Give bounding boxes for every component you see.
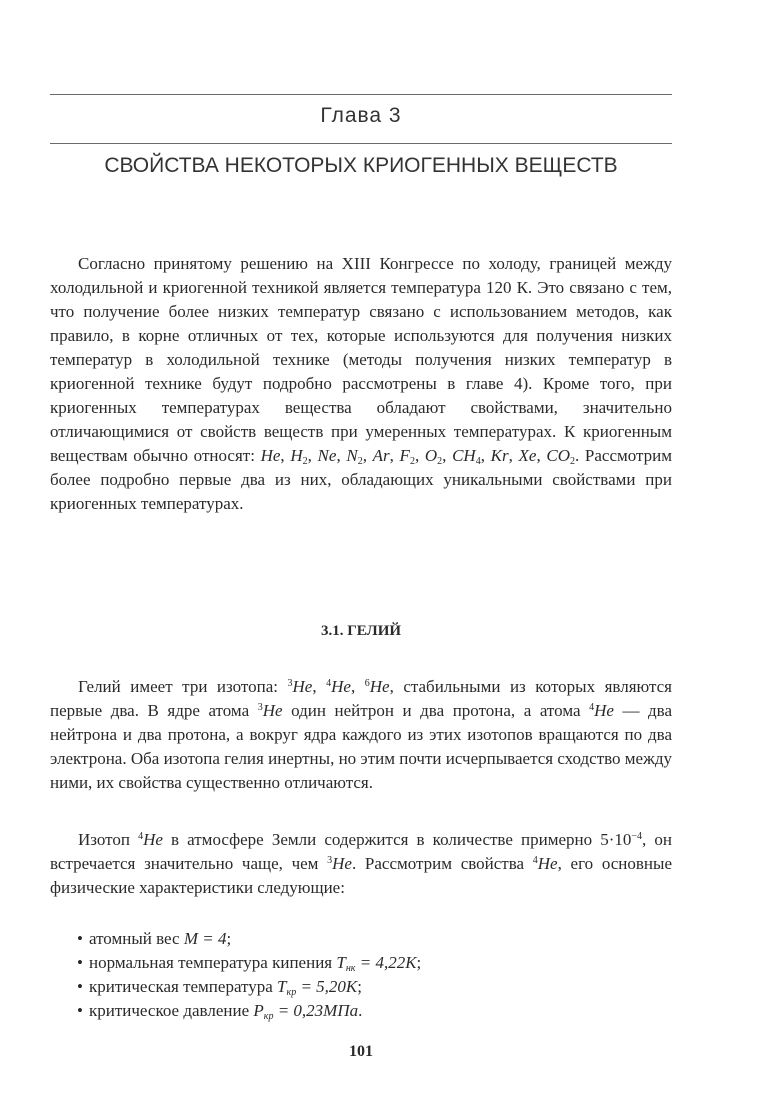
text-run: — два нейтрона и два протона, а вокруг ядра каждого из этих изотопов вращаются по два электрона. Оба изотопа гелия инертны, но этим почти исчерпывается сходство между ними, их свойства существенно отличаются.: [50, 701, 672, 792]
subscript: 2: [357, 456, 363, 467]
abundance-value: 5·10: [600, 830, 632, 849]
text-run: Гелий имеет три изотопа:: [78, 677, 288, 696]
text-run: в атмосфере Земли содержится в количестве примерно: [162, 830, 601, 849]
formula-he: He: [331, 677, 351, 696]
formula-o2: O: [424, 446, 438, 465]
intro-text: Согласно принятому решению на XIII Конгрессе по холоду, границей между холодильной и криогенной техникой является температура 120 К. Это связано с тем, что получение более низких температур связано с использованием методов, как правило, в корне отличных от тех, которые используются для получения низких температур в холодильной технике (методы получения низких температур в криогенной технике будут подробно рассмотрены в главе 4). Кроме того, при криогенных температурах вещества обладают свойствами, значительно отличающимися от свойств веществ при умеренных температурах. К криогенным веществам обычно относят:: [50, 254, 672, 465]
subscript: нк: [345, 963, 356, 974]
subscript: 2: [569, 456, 575, 467]
isotope-mass: 3: [287, 678, 293, 689]
list-item: [77, 975, 421, 999]
formula-kr: Kr: [490, 446, 509, 465]
formula-co2: CO: [546, 446, 570, 465]
subscript: кр: [286, 987, 297, 998]
list-item: [77, 999, 421, 1023]
isotope-mass: 3: [327, 855, 333, 866]
top-rule: [50, 94, 672, 95]
formula-he: He: [537, 854, 558, 873]
isotope-mass: 4: [138, 831, 144, 842]
isotope-mass: 4: [532, 855, 538, 866]
property-list: [77, 927, 421, 1023]
formula-he: He: [332, 854, 352, 873]
property-label: критическое давление: [89, 1001, 254, 1020]
text-run: , его основные физические характеристики следующие:: [50, 854, 672, 897]
formula-n2: N: [346, 446, 358, 465]
bullet: •: [77, 953, 83, 972]
formula-ar: Ar: [372, 446, 390, 465]
text-run: , он встречается значительно чаще, чем: [50, 830, 672, 873]
text-run: , стабильными из которых являются первые два. В ядре атома: [50, 677, 673, 720]
helium-paragraph-1: Гелий имеет три изотопа: $^3$He, $^4$He, $^6$He, стабильными из которых являются первые два. В ядре атома $^3$He один нейтрон и два протона, а атома $^4$He — два нейтрона и два протона, а вокруг ядра каждого из этих изотопов вращаются по два электрона. Оба изотопа гелия инертны, но этим почти исчерпывается сходство между ними, их свойства существенно отличаются.: [50, 677, 673, 792]
isotope-mass: 4: [589, 702, 595, 713]
subscript: 2: [437, 456, 443, 467]
intro-paragraph: Согласно принятому решению на XIII Конгрессе по холоду, границей между холодильной и криогенной техникой является температура 120 К. Это связано с тем, что получение более низких температур связано с использованием методов, как правило, в корне отличных от тех, которые используются для получения низких температур в холодильной технике (методы получения низких температур в криогенной технике будут подробно рассмотрены в главе 4). Кроме того, при криогенных температурах вещества обладают свойствами, значительно отличающимися от свойств веществ при умеренных температурах. К криогенным веществам обычно относят: He, $H_2$, Ne, $N_2$, Ar, $F_2$, $O_2$, $CH_4$, Kr, Xe, $CO_2$. Рассмотрим более подробно первые два из них, обладающих уникальными свойствами при криогенных температурах.: [50, 254, 673, 513]
formula-he: He: [262, 701, 283, 720]
symbol: T: [277, 977, 287, 996]
formula-he: He: [594, 701, 614, 720]
text-run: . Рассмотрим свойства: [351, 854, 533, 873]
page-number: 101: [349, 1043, 373, 1060]
formula-he: He: [260, 446, 281, 465]
formula-he: He: [369, 677, 390, 696]
chapter-rule: [50, 143, 672, 144]
helium-paragraph-2: [50, 828, 672, 900]
subscript: 4: [475, 456, 481, 467]
formula-he: He: [143, 830, 163, 849]
bullet: •: [77, 1001, 83, 1020]
symbol: M: [183, 929, 198, 948]
formula-he: He: [292, 677, 313, 696]
formula-ne: Ne: [317, 446, 337, 465]
property-label: нормальная температура кипения: [89, 953, 337, 972]
isotope-mass: 6: [364, 678, 370, 689]
formula-xe: Xe: [518, 446, 537, 465]
symbol: P: [253, 1001, 264, 1020]
chapter-title: СВОЙСТВА НЕКОТОРЫХ КРИОГЕННЫХ ВЕЩЕСТВ: [104, 154, 618, 177]
chapter-label: Глава 3: [320, 104, 402, 127]
text-run: Изотоп: [78, 830, 139, 849]
isotope-mass: 3: [257, 702, 263, 713]
list-item: [77, 927, 421, 951]
bullet: •: [77, 977, 83, 996]
formula-h2: H: [290, 446, 303, 465]
property-label: атомный вес: [89, 929, 184, 948]
punct: ;: [357, 977, 362, 996]
property-value: = 4: [197, 929, 227, 948]
isotope-mass: 4: [326, 678, 332, 689]
symbol: T: [336, 953, 346, 972]
punct: ;: [226, 929, 232, 948]
punct: ;: [416, 953, 422, 972]
exponent: −4: [631, 831, 643, 842]
punct: .: [358, 1001, 363, 1020]
property-label: критическая температура: [89, 977, 278, 996]
property-value: = 5,20K: [296, 977, 358, 996]
intro-text-end: . Рассмотрим более подробно первые два из них, обладающих уникальными свойствами при криогенных температурах.: [50, 446, 673, 513]
subscript: кр: [263, 1011, 274, 1022]
property-value: = 0,23МПа: [273, 1001, 359, 1020]
formula-ch4: CH: [452, 446, 476, 465]
text-run: один нейтрон и два протона, а атома: [282, 701, 590, 720]
subscript: 2: [409, 456, 415, 467]
subscript: 2: [302, 456, 308, 467]
section-heading: 3.1. ГЕЛИЙ: [320, 623, 402, 639]
formula-f2: F: [399, 446, 410, 465]
bullet: •: [77, 929, 83, 948]
list-item: [77, 951, 421, 975]
property-value: = 4,22K: [355, 953, 417, 972]
